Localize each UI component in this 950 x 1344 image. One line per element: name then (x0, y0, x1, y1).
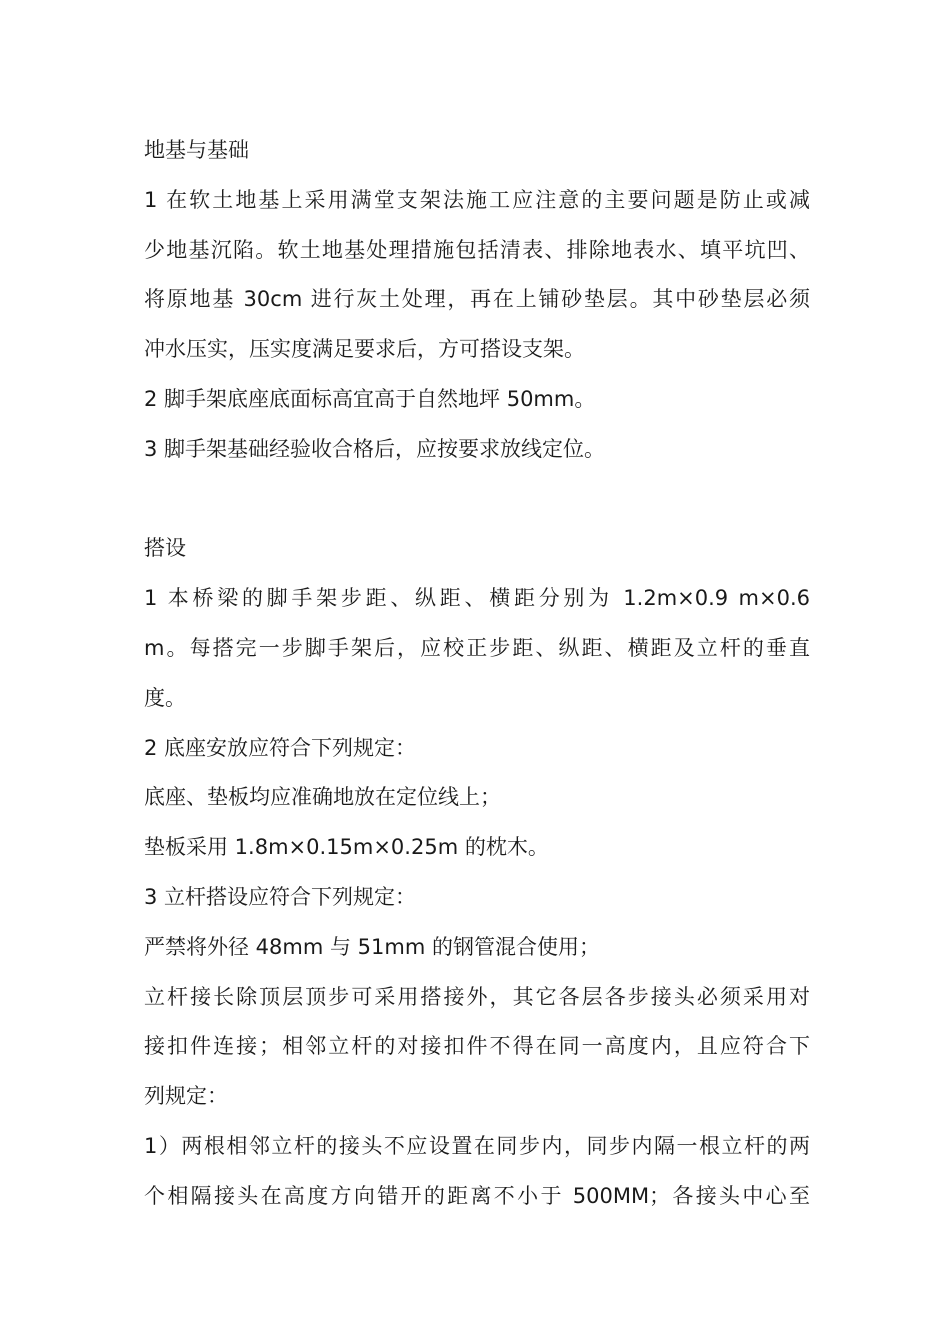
paragraph-line: 底座、垫板均应准确地放在定位线上； (144, 785, 501, 810)
paragraph-line: 个相隔接头在高度方向错开的距离不小于 500MM；各接头中心至 (144, 1183, 810, 1208)
paragraph-line: 将原地基 30cm 进行灰土处理，再在上铺砂垫层。其中砂垫层必须 (144, 287, 810, 312)
paragraph-line: 1 在软土地基上采用满堂支架法施工应注意的主要问题是防止或减 (144, 187, 810, 212)
paragraph-line: 接扣件连接；相邻立杆的对接扣件不得在同一高度内，且应符合下 (144, 1034, 810, 1059)
paragraph-line: 立杆接长除顶层顶步可采用搭接外，其它各层各步接头必须采用对 (144, 984, 810, 1009)
paragraph-line: 少地基沉陷。软土地基处理措施包括清表、排除地表水、填平坑凹、 (144, 237, 810, 262)
section-heading-erection: 搭设 (144, 536, 186, 561)
paragraph-line: 度。 (144, 685, 186, 710)
paragraph-line: 2 底座安放应符合下列规定： (144, 735, 417, 760)
paragraph-line: 1）两根相邻立杆的接头不应设置在同步内，同步内隔一根立杆的两 (144, 1133, 810, 1158)
paragraph-line: 2 脚手架底座底面标高宜高于自然地坪 50mm。 (144, 386, 596, 411)
paragraph-line: 列规定： (144, 1084, 228, 1109)
paragraph-line: 垫板采用 1.8m×0.15m×0.25m 的枕木。 (144, 835, 549, 860)
section-heading-foundation: 地基与基础 (144, 138, 249, 162)
paragraph-line: 严禁将外径 48mm 与 51mm 的钢管混合使用； (144, 934, 600, 959)
paragraph-line: 3 脚手架基础经验收合格后，应按要求放线定位。 (144, 436, 606, 461)
document-body (144, 126, 810, 1222)
paragraph-line: 冲水压实，压实度满足要求后，方可搭设支架。 (144, 337, 585, 362)
paragraph-line: m。每搭完一步脚手架后，应校正步距、纵距、横距及立杆的垂直 (144, 635, 810, 660)
section-spacer (144, 475, 810, 525)
paragraph-line: 1 本桥梁的脚手架步距、纵距、横距分别为 1.2m×0.9 m×0.6 (144, 586, 810, 611)
paragraph-line: 3 立杆搭设应符合下列规定： (144, 884, 417, 909)
